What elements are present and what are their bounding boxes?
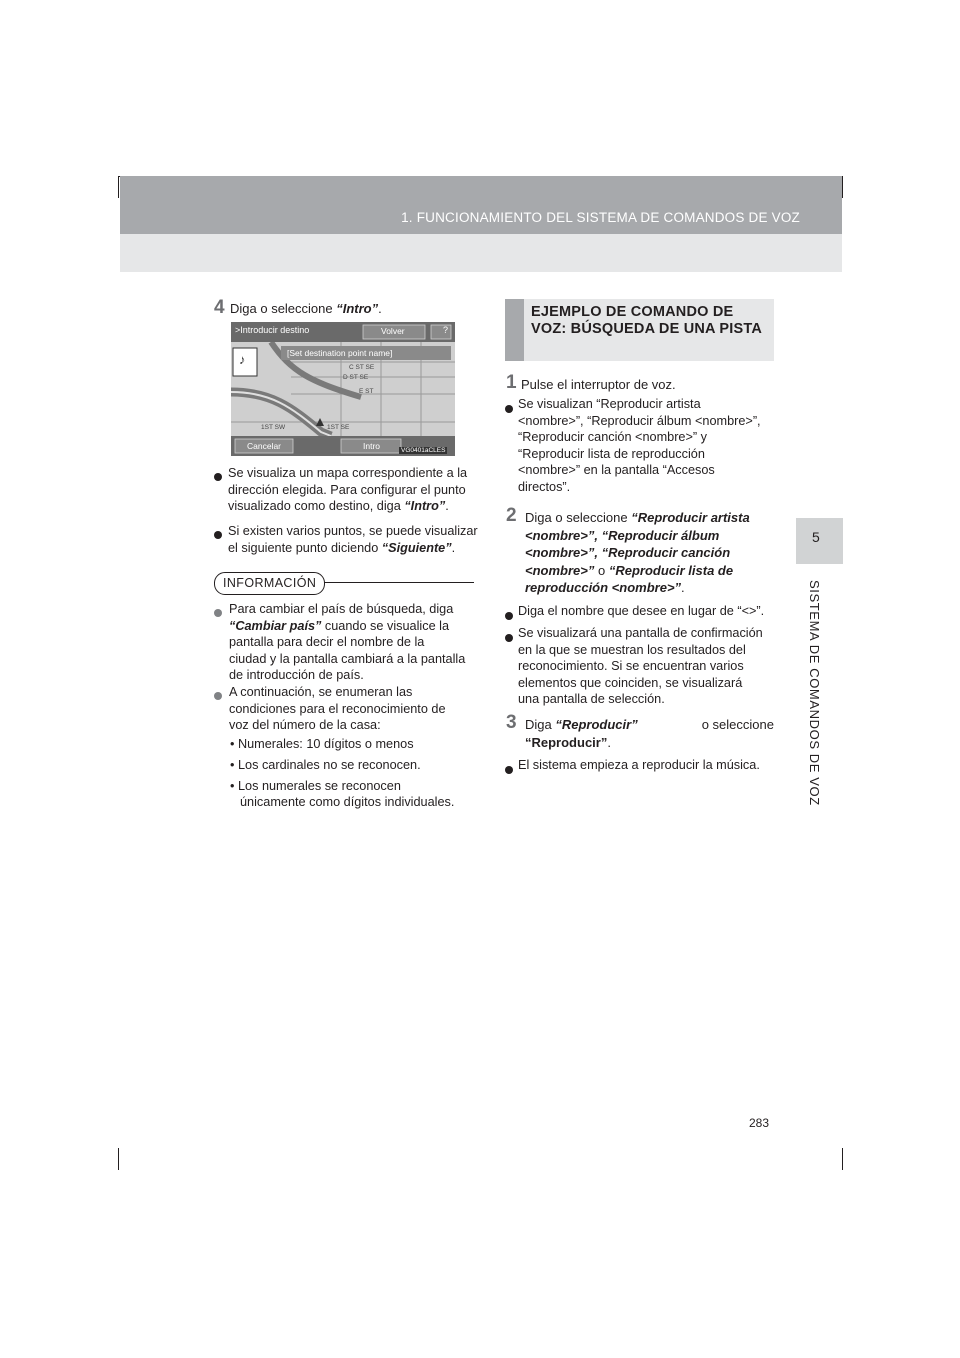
crop-mark	[118, 1148, 119, 1170]
text-line: A continuación, se enumeran las	[229, 685, 413, 699]
bullet-icon	[505, 402, 513, 416]
step-text	[525, 716, 774, 751]
text-line	[229, 618, 475, 635]
info-sub-item: • Los cardinales no se reconocen.	[230, 758, 421, 772]
text-line: <nombre>” en la pantalla “Accesos	[518, 463, 715, 477]
text-line	[525, 562, 774, 580]
text-line	[525, 527, 774, 545]
text-line: de introducción de país.	[229, 668, 364, 682]
text-line: condiciones para el reconocimiento de	[229, 701, 446, 716]
mic-icon: ♪	[239, 352, 246, 367]
text-line: Se visualizará una pantalla de confirmación	[518, 626, 763, 640]
header-sub-band	[120, 234, 842, 272]
bullet-icon	[214, 528, 222, 542]
text-emphasis: “Siguiente”	[381, 540, 452, 555]
bullet-text	[518, 625, 774, 708]
street-label: 1ST SE	[327, 424, 350, 431]
info-label: INFORMACIÓN	[214, 572, 325, 595]
text-line: el siguiente punto diciendo “Siguiente”.	[228, 540, 456, 555]
bullet-icon	[214, 606, 222, 620]
screen-cancel-button[interactable]: Cancelar	[247, 441, 282, 451]
text-part: Diga o seleccione	[525, 510, 632, 525]
text-line	[525, 716, 774, 734]
text-emphasis: <nombre>”, “Reproducir canción	[525, 545, 731, 560]
navigation-screenshot	[231, 322, 455, 456]
bullet-icon	[214, 470, 222, 484]
step-number: 4	[214, 297, 225, 318]
text-line	[525, 734, 774, 752]
step-text-part: Diga o seleccione	[230, 301, 337, 316]
bullet-text	[518, 396, 774, 495]
step-text	[525, 509, 774, 597]
screen-title: >Introducir destino	[235, 325, 310, 335]
text-emphasis: “Reproducir lista de	[608, 562, 734, 578]
info-sub-item: • Numerales: 10 dígitos o menos	[230, 737, 414, 751]
text-line: Se visualiza un mapa correspondiente a la	[228, 466, 468, 480]
page-header-title: 1. FUNCIONAMIENTO DEL SISTEMA DE COMANDOS DE VOZ	[401, 210, 800, 225]
screen-enter-button[interactable]: Intro	[363, 441, 381, 451]
text-line: ciudad y la pantalla cambiará a la pantalla	[229, 651, 466, 666]
text-emphasis: <nombre>”	[525, 562, 595, 578]
text-bold: “Reproducir”	[525, 734, 608, 750]
text-part: o seleccione	[701, 717, 774, 732]
bullet-icon	[505, 631, 513, 645]
crop-mark	[118, 176, 119, 198]
text-line: “Reproducir lista de reproducción	[518, 446, 705, 461]
section-title: EJEMPLO DE COMANDO DE VOZ: BÚSQUEDA DE UNA PISTA	[531, 304, 763, 337]
text-line: en la que se muestran los resultados del	[518, 642, 746, 657]
text-emphasis: <nombre>”, “Reproducir álbum	[525, 527, 720, 543]
screen-help-button[interactable]: ?	[443, 325, 449, 335]
step-number: 2	[506, 505, 517, 526]
street-label: 1ST SW	[261, 424, 286, 431]
text-part: o	[594, 562, 609, 578]
info-sub-item: • Los numerales se reconocen	[230, 779, 401, 793]
text-line: “Reproducir canción <nombre>” y	[518, 430, 707, 444]
bullet-text: El sistema empieza a reproducir la música.	[518, 758, 760, 772]
crop-mark	[842, 176, 843, 198]
map-illustration	[231, 322, 455, 456]
page-number: 283	[749, 1116, 770, 1130]
text-line	[525, 509, 774, 527]
bullet-icon	[505, 609, 513, 623]
text-part	[525, 716, 638, 734]
text-line: Se visualizan “Reproducir artista	[518, 397, 701, 411]
text-emphasis: “Reproducir”	[555, 717, 638, 732]
text-line: elementos que coinciden, se visualizará	[518, 675, 743, 690]
text-line	[525, 544, 774, 562]
bullet-text	[228, 523, 478, 556]
text-part: visualizado como destino, diga	[228, 499, 405, 513]
text-line: reconocimiento. Si se encuentran varios	[518, 659, 744, 673]
text-line: Para cambiar el país de búsqueda, diga	[229, 602, 454, 616]
text-emphasis: “Cambiar país”	[229, 618, 322, 633]
text-emphasis: reproducción <nombre>”	[525, 580, 682, 595]
info-text	[229, 601, 475, 684]
crop-mark	[842, 1148, 843, 1170]
text-part: cuando se visualice la	[321, 618, 450, 633]
street-label: E ST	[359, 388, 374, 395]
section-header-strip	[505, 299, 524, 361]
text-emphasis: “Reproducir artista	[631, 510, 750, 525]
info-sub-item: únicamente como dígitos individuales.	[240, 795, 455, 809]
info-text	[229, 684, 475, 734]
text-emphasis: “Intro”	[404, 499, 446, 513]
bullet-text: Diga el nombre que desee en lugar de “<>”.	[518, 604, 765, 618]
screen-back-button[interactable]: Volver	[381, 326, 405, 336]
bullet-icon	[214, 689, 222, 703]
step-end: .	[378, 301, 382, 316]
text-line: dirección elegida. Para configurar el punto	[228, 482, 466, 497]
text-line: voz del número de la casa:	[229, 718, 381, 732]
text-part: .	[607, 734, 611, 750]
header-band	[120, 176, 842, 234]
street-label: C ST SE	[349, 364, 375, 371]
step-text	[230, 300, 382, 318]
text-line: una pantalla de selección.	[518, 692, 665, 706]
text-part: Diga	[525, 717, 556, 732]
text-line: directos”.	[518, 479, 571, 494]
step-emphasis: “Intro”	[336, 301, 379, 316]
bullet-text	[228, 465, 478, 515]
text-line: pantalla para decir el nombre de la	[229, 635, 425, 649]
text-part: el siguiente punto diciendo	[228, 540, 382, 555]
step-text: Pulse el interruptor de voz.	[521, 377, 676, 392]
step-number: 1	[506, 372, 517, 393]
chapter-label: SISTEMA DE COMANDOS DE VOZ	[807, 580, 822, 806]
step-number: 3	[506, 712, 517, 733]
text-line: visualizado como destino, diga “Intro”.	[228, 499, 449, 513]
bullet-icon	[505, 763, 513, 777]
chapter-number: 5	[812, 529, 820, 545]
text-line	[525, 579, 774, 597]
text-line: Si existen varios puntos, se puede visualizar	[228, 524, 478, 538]
street-label: D ST SE	[343, 374, 369, 381]
screen-prompt: [Set destination point name]	[287, 348, 393, 358]
text-line: <nombre>”, “Reproducir álbum <nombre>”,	[518, 413, 761, 428]
text-part: .	[681, 580, 685, 595]
image-code: VG0401aCLES	[401, 447, 446, 454]
